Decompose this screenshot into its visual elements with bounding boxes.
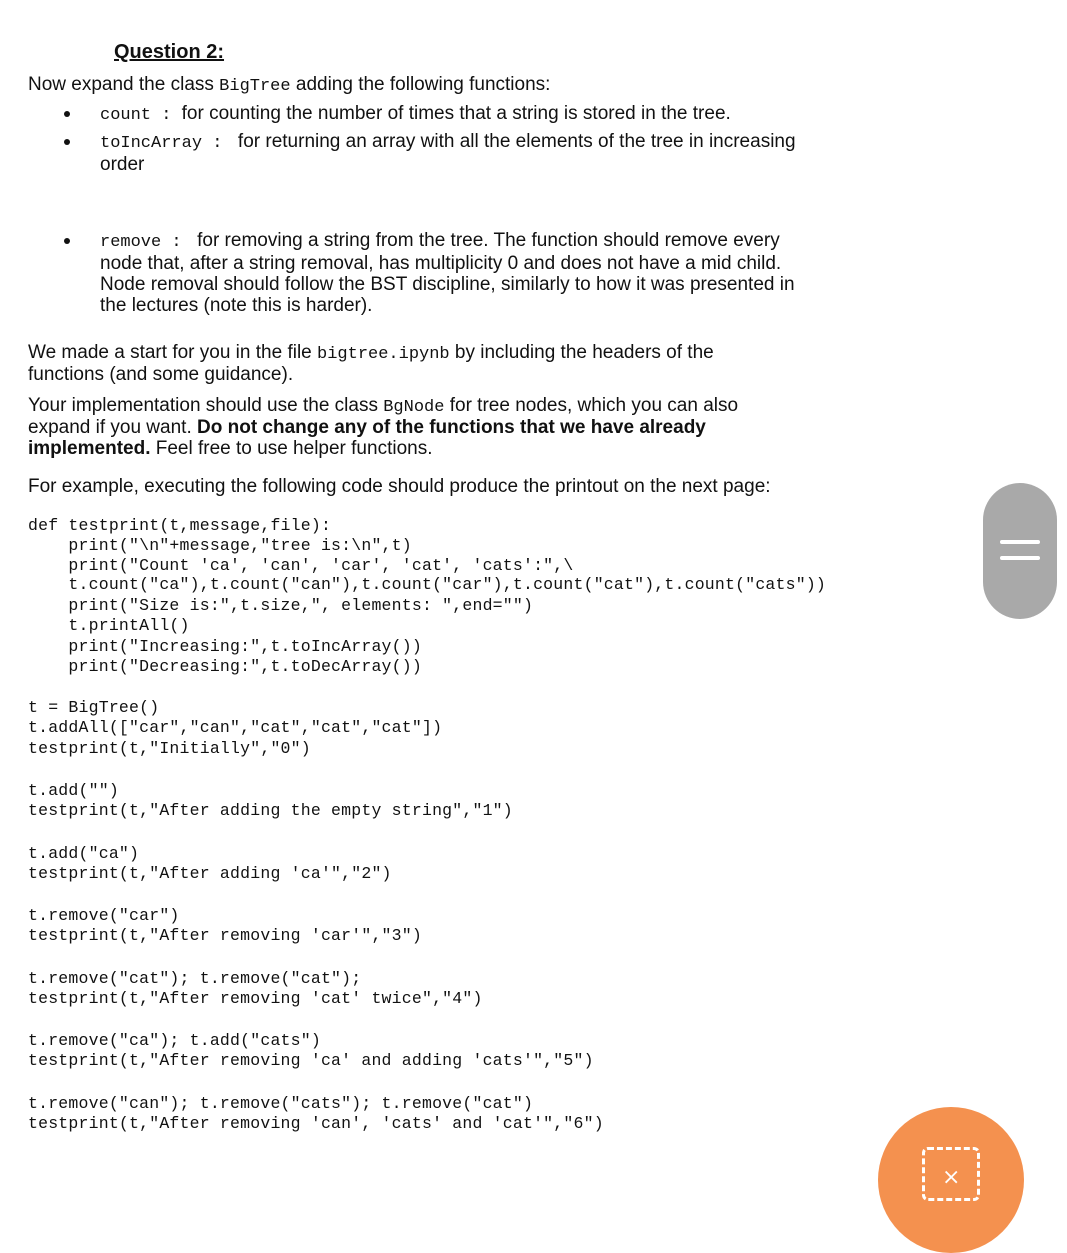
code-line: t.add("") <box>28 781 119 800</box>
intro-text-after: adding the following functions: <box>290 74 551 95</box>
code-line: print("Increasing:",t.toIncArray()) <box>28 637 422 656</box>
bullet-remove-text: for removing a string from the tree. The function should remove every <box>197 230 780 251</box>
para2-line3-plain: Feel free to use helper functions. <box>150 438 433 459</box>
code-line: def testprint(t,message,file): <box>28 516 332 535</box>
paragraph-implementation-line2 <box>28 417 706 438</box>
bullet-remove-line4: the lectures (note this is harder). <box>100 295 373 316</box>
bullet-remove-name: remove <box>100 233 162 252</box>
para2-line3-bold: implemented. <box>28 438 151 459</box>
para1-after: by including the headers of the <box>449 342 714 363</box>
intro-text-before: Now expand the class <box>28 74 220 95</box>
bullet-count-sep: : <box>151 106 182 125</box>
scroll-grip-line <box>1000 556 1040 560</box>
code-line: t.add("ca") <box>28 844 140 863</box>
code-line: print("Count 'ca', 'can', 'car', 'cat', 'cats':",\ <box>28 556 574 575</box>
code-line: t.addAll(["car","can","cat","cat","cat"]) <box>28 718 443 737</box>
code-line: t.printAll() <box>28 616 190 635</box>
code-line: print("Decreasing:",t.toDecArray()) <box>28 657 422 676</box>
code-line: t.remove("can"); t.remove("cats"); t.remove("cat") <box>28 1094 534 1113</box>
bullet-remove-line2: node that, after a string removal, has multiplicity 0 and does not have a mid child. <box>100 253 782 274</box>
question-title: Question 2: <box>114 41 225 63</box>
code-line: t = BigTree() <box>28 698 160 717</box>
bullet-remove-line3: Node removal should follow the BST discipline, similarly to how it was presented in <box>100 274 795 295</box>
paragraph-start-file-line2: functions (and some guidance). <box>28 364 294 385</box>
bullet-toincarray-line2: order <box>100 154 145 175</box>
paragraph-implementation <box>28 395 738 418</box>
code-line: testprint(t,"After removing 'cat' twice","4") <box>28 989 483 1008</box>
bullet-count-text: for counting the number of times that a string is stored in the tree. <box>181 103 731 124</box>
code-line: print("\n"+message,"tree is:\n",t) <box>28 536 412 555</box>
bullet-remove <box>100 230 780 253</box>
scroll-handle-icon[interactable] <box>983 483 1057 619</box>
bullet-toincarray-sep: : <box>202 134 233 153</box>
code-line: t.remove("car") <box>28 906 180 925</box>
bullet-dot <box>64 111 70 117</box>
para2-line2-plain: expand if you want. <box>28 417 197 438</box>
paragraph-start-file <box>28 342 714 365</box>
paragraph-example: For example, executing the following code should produce the printout on the next page: <box>28 476 771 497</box>
code-line: testprint(t,"After adding 'ca'","2") <box>28 864 392 883</box>
para2-before: Your implementation should use the class <box>28 395 384 416</box>
crop-glyph-icon: ⨯ <box>942 1165 961 1190</box>
code-line: testprint(t,"After removing 'car'","3") <box>28 926 422 945</box>
bullet-remove-sep: : <box>161 233 192 252</box>
code-line: t.remove("cat"); t.remove("cat"); <box>28 969 362 988</box>
code-line: print("Size is:",t.size,", elements: ",end="") <box>28 596 534 615</box>
bullet-toincarray-name: toIncArray <box>100 134 203 153</box>
scroll-grip-line <box>1000 540 1040 544</box>
code-line: testprint(t,"Initially","0") <box>28 739 311 758</box>
bullet-count-name: count <box>100 106 152 125</box>
intro-code: BigTree <box>219 77 291 96</box>
paragraph-implementation-line3 <box>28 438 432 459</box>
code-line: testprint(t,"After removing 'can', 'cats' and 'cat'","6") <box>28 1114 604 1133</box>
intro-paragraph <box>28 74 550 97</box>
para1-before: We made a start for you in the file <box>28 342 318 363</box>
screenshot-crop-button[interactable] <box>878 1107 1024 1253</box>
code-line: testprint(t,"After removing 'ca' and adding 'cats'","5") <box>28 1051 594 1070</box>
bullet-dot <box>64 139 70 145</box>
code-line: t.count("ca"),t.count("can"),t.count("car"),t.count("cat"),t.count("cats")) <box>28 575 827 594</box>
code-line: t.remove("ca"); t.add("cats") <box>28 1031 321 1050</box>
para1-code: bigtree.ipynb <box>317 345 450 364</box>
para2-code: BgNode <box>383 398 445 417</box>
para2-line2-bold: Do not change any of the functions that we have already <box>197 417 706 438</box>
code-line: testprint(t,"After adding the empty string","1") <box>28 801 513 820</box>
bullet-toincarray <box>100 131 796 154</box>
bullet-count <box>100 103 731 126</box>
bullet-dot <box>64 238 70 244</box>
para2-after: for tree nodes, which you can also <box>444 395 739 416</box>
bullet-toincarray-text: for returning an array with all the elements of the tree in increasing <box>237 131 796 152</box>
